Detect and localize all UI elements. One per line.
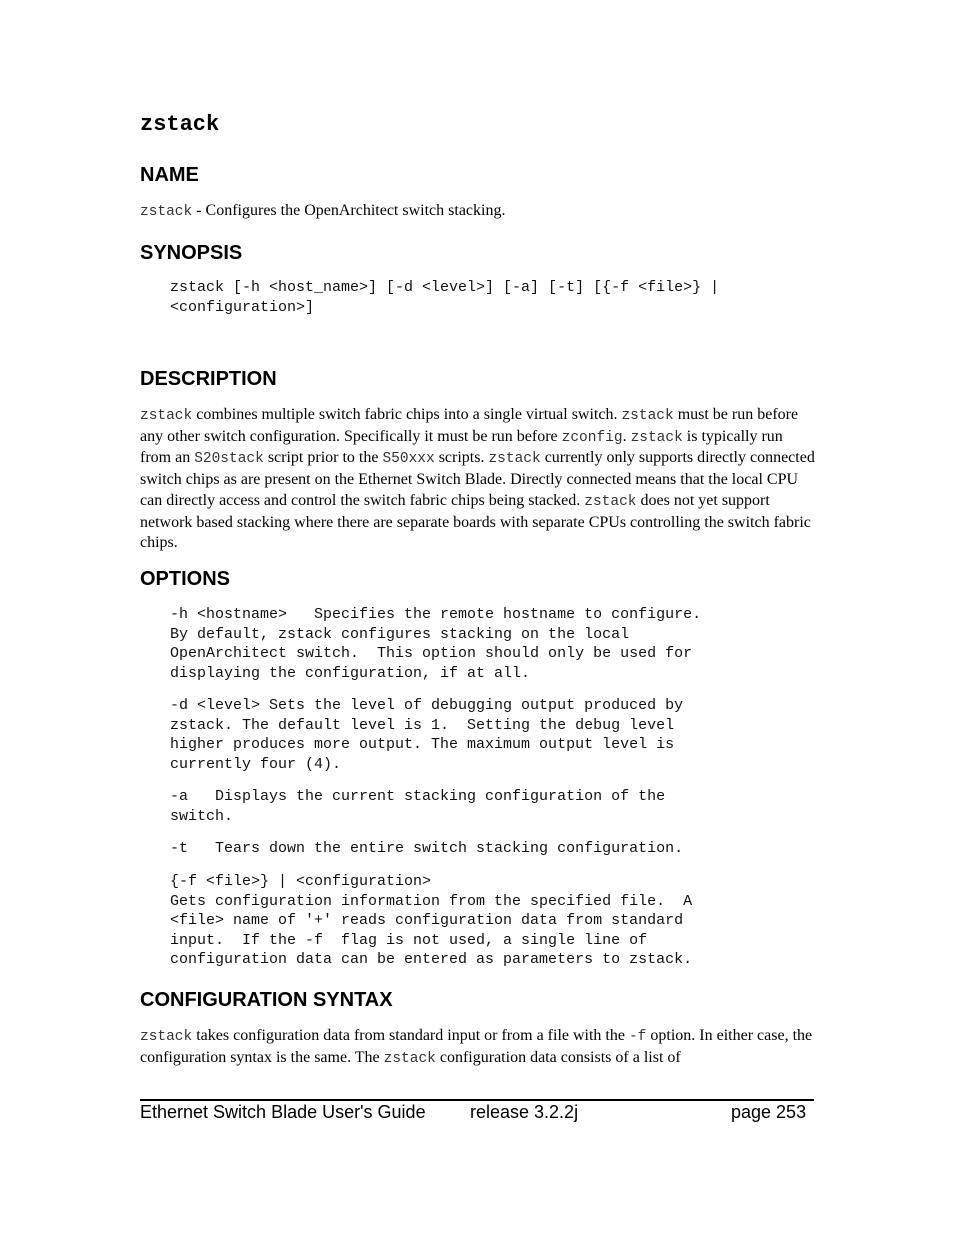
- inline-code: zstack: [140, 204, 193, 220]
- option-t: -t Tears down the entire switch stacking configuration.: [170, 840, 684, 857]
- description-text: combines multiple switch fabric chips into a single virtual switch.: [192, 406, 622, 423]
- inline-code: zstack: [140, 408, 193, 424]
- command-title: zstack: [140, 112, 220, 137]
- config-text: configuration data consists of a list of: [435, 1048, 681, 1066]
- footer-page-number: page 253: [731, 1102, 807, 1122]
- footer-guide-title: Ethernet Switch Blade User's Guide: [140, 1102, 426, 1122]
- inline-code: zstack: [630, 429, 683, 446]
- description-paragraph: [140, 405, 816, 554]
- synopsis-code: zstack [-h <host_name>] [-d <level>] [-a] [-t] [{-f <file>} | <configuration>]: [170, 279, 720, 316]
- inline-code: zstack: [140, 1029, 193, 1045]
- inline-code: -f: [628, 1029, 647, 1045]
- section-heading-synopsis: SYNOPSIS: [140, 242, 243, 264]
- description-text: currently only supports directly connected switch chips as are present on the Ethernet Switch Blade. Directly connected means that the local CPU can directly access and control the switch fabric chips being stacked.: [140, 449, 815, 509]
- option-h: -h <hostname> Specifies the remote hostname to configure. By default, zstack configures stacking on the local OpenArchitect switch. This option should only be used for displaying the configuration, if at all.: [170, 606, 702, 682]
- section-heading-options: OPTIONS: [140, 568, 231, 590]
- section-heading-config-syntax: CONFIGURATION SYNTAX: [140, 989, 393, 1011]
- inline-code: S20stack: [194, 451, 264, 468]
- config-syntax-paragraph: [140, 1026, 816, 1069]
- option-d: -d <level> Sets the level of debugging output produced by zstack. The default level is 1. Setting the debug level higher produces more output. The maximum output level is currently four (4).: [170, 697, 684, 773]
- config-text: takes configuration data from standard input or from a file with the: [192, 1027, 629, 1044]
- option-f: {-f <file>} | <configuration> Gets configuration information from the specified file. A <file> name of '+' reads configuration data from standard input. If the -f flag is not used, a single line of configuration data can be entered as parameters to zstack.: [170, 873, 693, 968]
- inline-code: zstack: [584, 493, 637, 510]
- description-text: .: [622, 427, 631, 445]
- inline-code: zconfig: [561, 429, 623, 446]
- name-paragraph: [140, 201, 816, 223]
- description-text: is typically run from an: [140, 427, 783, 467]
- name-text: - Configures the OpenArchitect switch stacking.: [192, 202, 506, 219]
- inline-code: zstack: [621, 408, 674, 424]
- inline-code: zstack: [383, 1050, 436, 1067]
- description-text: does not yet support network based stacking where there are separate boards with separate CPUs controlling the switch fabric chips.: [140, 491, 811, 552]
- description-text: script prior to the: [263, 449, 383, 467]
- inline-code: S50xxx: [382, 451, 435, 468]
- inline-code: zstack: [488, 451, 541, 468]
- config-text: option. In either case, the configuration syntax is the same. The: [140, 1027, 813, 1066]
- footer-release: release 3.2.2j: [470, 1102, 579, 1122]
- footer-rule: [140, 1099, 814, 1101]
- section-heading-description: DESCRIPTION: [140, 368, 277, 390]
- description-text: scripts.: [434, 449, 489, 467]
- description-text: must be run before any other switch configuration. Specifically it must be run before: [140, 406, 799, 445]
- option-a: -a Displays the current stacking configuration of the switch.: [170, 788, 666, 825]
- section-heading-name: NAME: [140, 164, 199, 186]
